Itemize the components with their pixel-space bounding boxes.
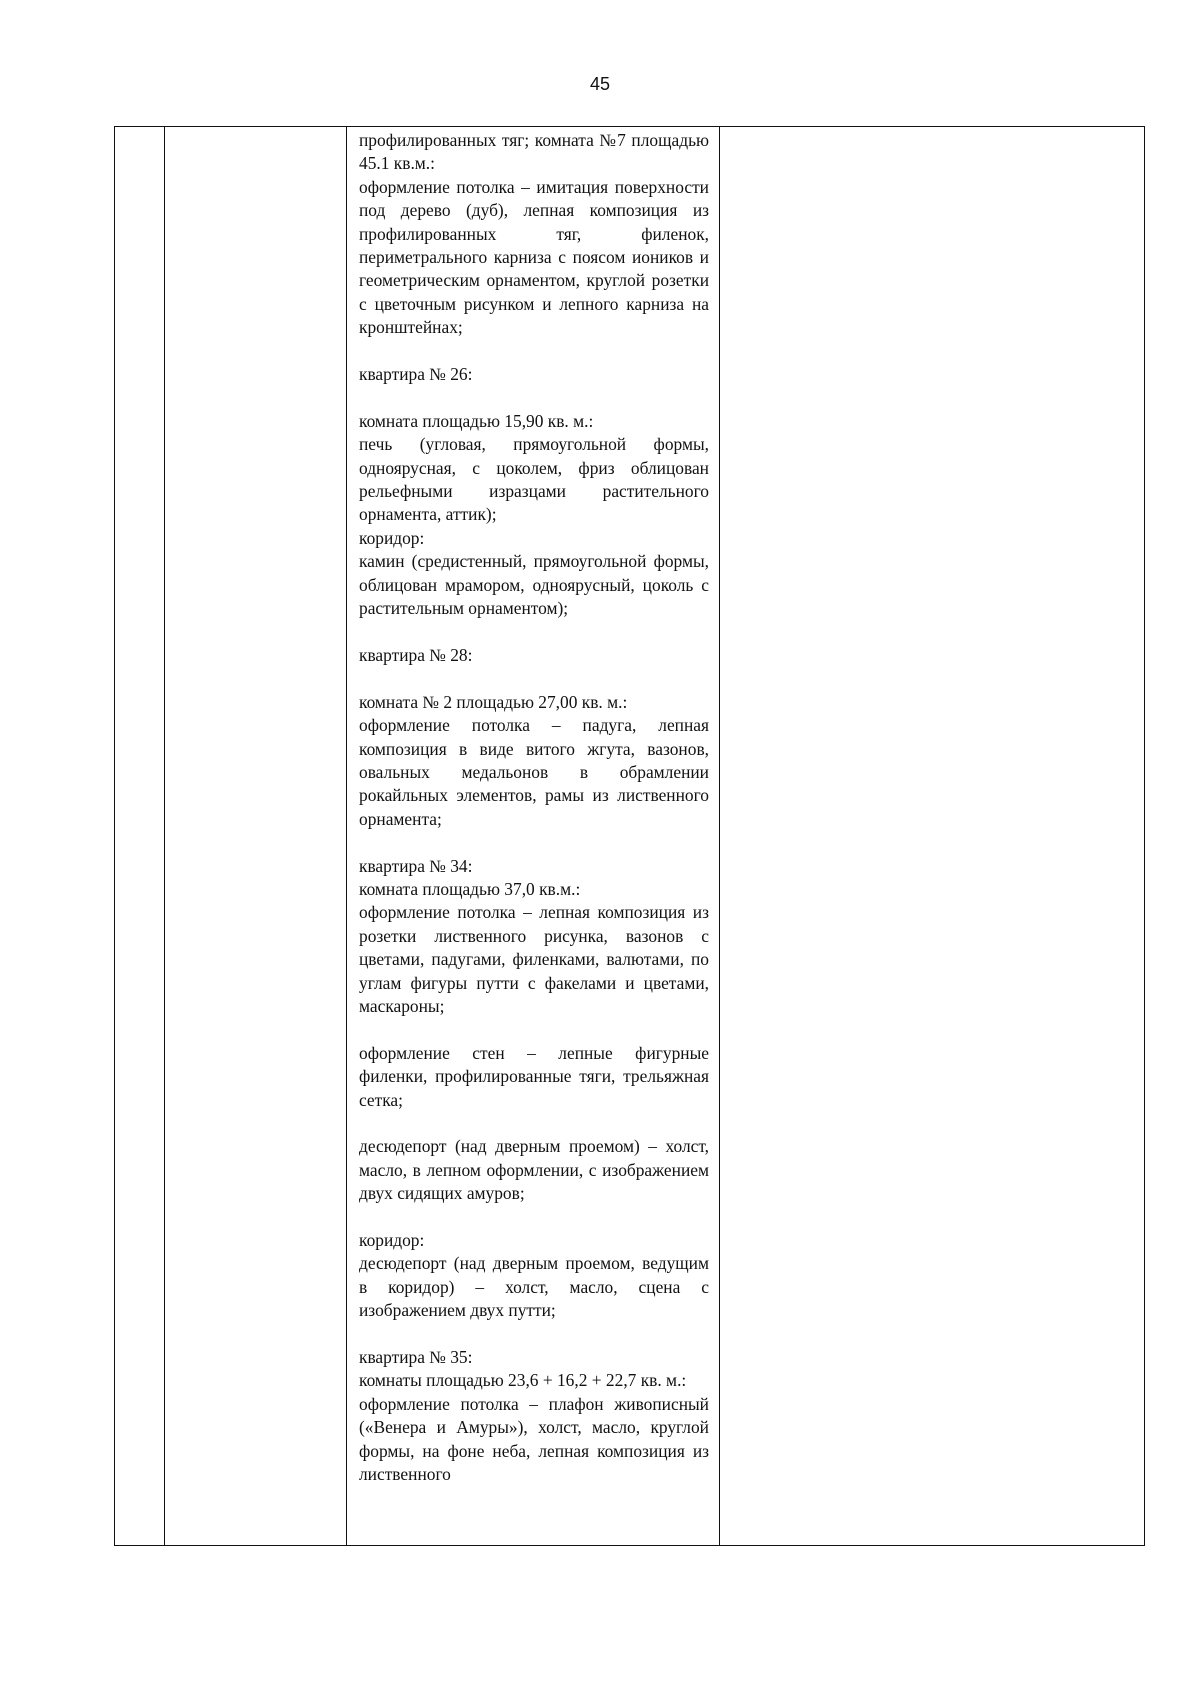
description-paragraph: квартира № 26: [359, 364, 473, 385]
description-paragraph: оформление потолка – плафон живописный («Венера и Амуры»), холст, масло, круглой формы, на фоне неба, лепная композиция из лиственного [359, 1393, 709, 1485]
description-paragraph: комната площадью 15,90 кв. м.: [359, 410, 594, 431]
paragraph-spacer [359, 1323, 709, 1346]
description-paragraph: оформление потолка – имитация поверхности под дерево (дуб), лепная композиция из профилированных тяг, филенок, периметрального карниза с поясом иоников и геометрическим орнаментом, круглой розетки с цветочным рисунком и лепного карниза на кронштейнах; [359, 176, 709, 338]
paragraph-spacer [359, 386, 709, 409]
paragraph-spacer [359, 1112, 709, 1135]
paragraph-spacer [359, 340, 709, 363]
paragraph-spacer [359, 621, 709, 644]
description-paragraph: комнаты площадью 23,6 + 16,2 + 22,7 кв. м.: [359, 1370, 687, 1391]
table-cell-number [115, 127, 165, 1546]
description-paragraph: комната № 2 площадью 27,00 кв. м.: [359, 691, 628, 712]
table-cell-notes [720, 127, 1145, 1546]
description-paragraph: оформление стен – лепные фигурные филенки, профилированные тяги, трельяжная сетка; [359, 1042, 709, 1110]
description-paragraph: десюдепорт (над дверным проемом, ведущим в коридор) – холст, масло, сцена с изображением двух путти; [359, 1253, 709, 1321]
description-paragraph: камин (средистенный, прямоугольной формы, облицован мрамором, одноярусный, цоколь с растительным орнаментом); [359, 551, 709, 619]
description-paragraph: комната площадью 37,0 кв.м.: [359, 878, 581, 899]
paragraph-spacer [359, 831, 709, 854]
description-paragraph: коридор: [359, 527, 425, 548]
description-paragraph: печь (угловая, прямоугольной формы, одноярусная, с цоколем, фриз облицован рельефными изразцами растительного орнамента, аттик); [359, 434, 709, 525]
page-number: 45 [589, 74, 611, 94]
description-paragraph: оформление потолка – лепная композиция из розетки лиственного рисунка, вазонов с цветами, падугами, филенками, валютами, по углам фигуры путти с факелами и цветами, маскароны; [359, 902, 709, 1016]
paragraph-spacer [359, 667, 709, 690]
description-paragraph: оформление потолка – падуга, лепная композиция в виде витого жгута, вазонов, овальных медальонов в обрамлении рокайльных элементов, рамы из лиственного орнамента; [359, 715, 709, 829]
paragraph-spacer [359, 1018, 709, 1041]
description-paragraph: десюдепорт (над дверным проемом) – холст, масло, в лепном оформлении, с изображением двух сидящих амуров; [359, 1136, 709, 1204]
description-text [347, 127, 719, 1486]
table-row [115, 127, 1145, 1546]
description-paragraph: профилированных тяг; комната №7 площадью 45.1 кв.м.: [359, 130, 709, 174]
document-table [114, 126, 1145, 1546]
description-paragraph: коридор: [359, 1229, 425, 1250]
description-paragraph: квартира № 34: [359, 855, 473, 876]
table-cell-object [165, 127, 347, 1546]
description-paragraph: квартира № 28: [359, 644, 473, 665]
table-cell-description [347, 127, 720, 1546]
description-paragraph: квартира № 35: [359, 1346, 473, 1367]
paragraph-spacer [359, 1206, 709, 1229]
